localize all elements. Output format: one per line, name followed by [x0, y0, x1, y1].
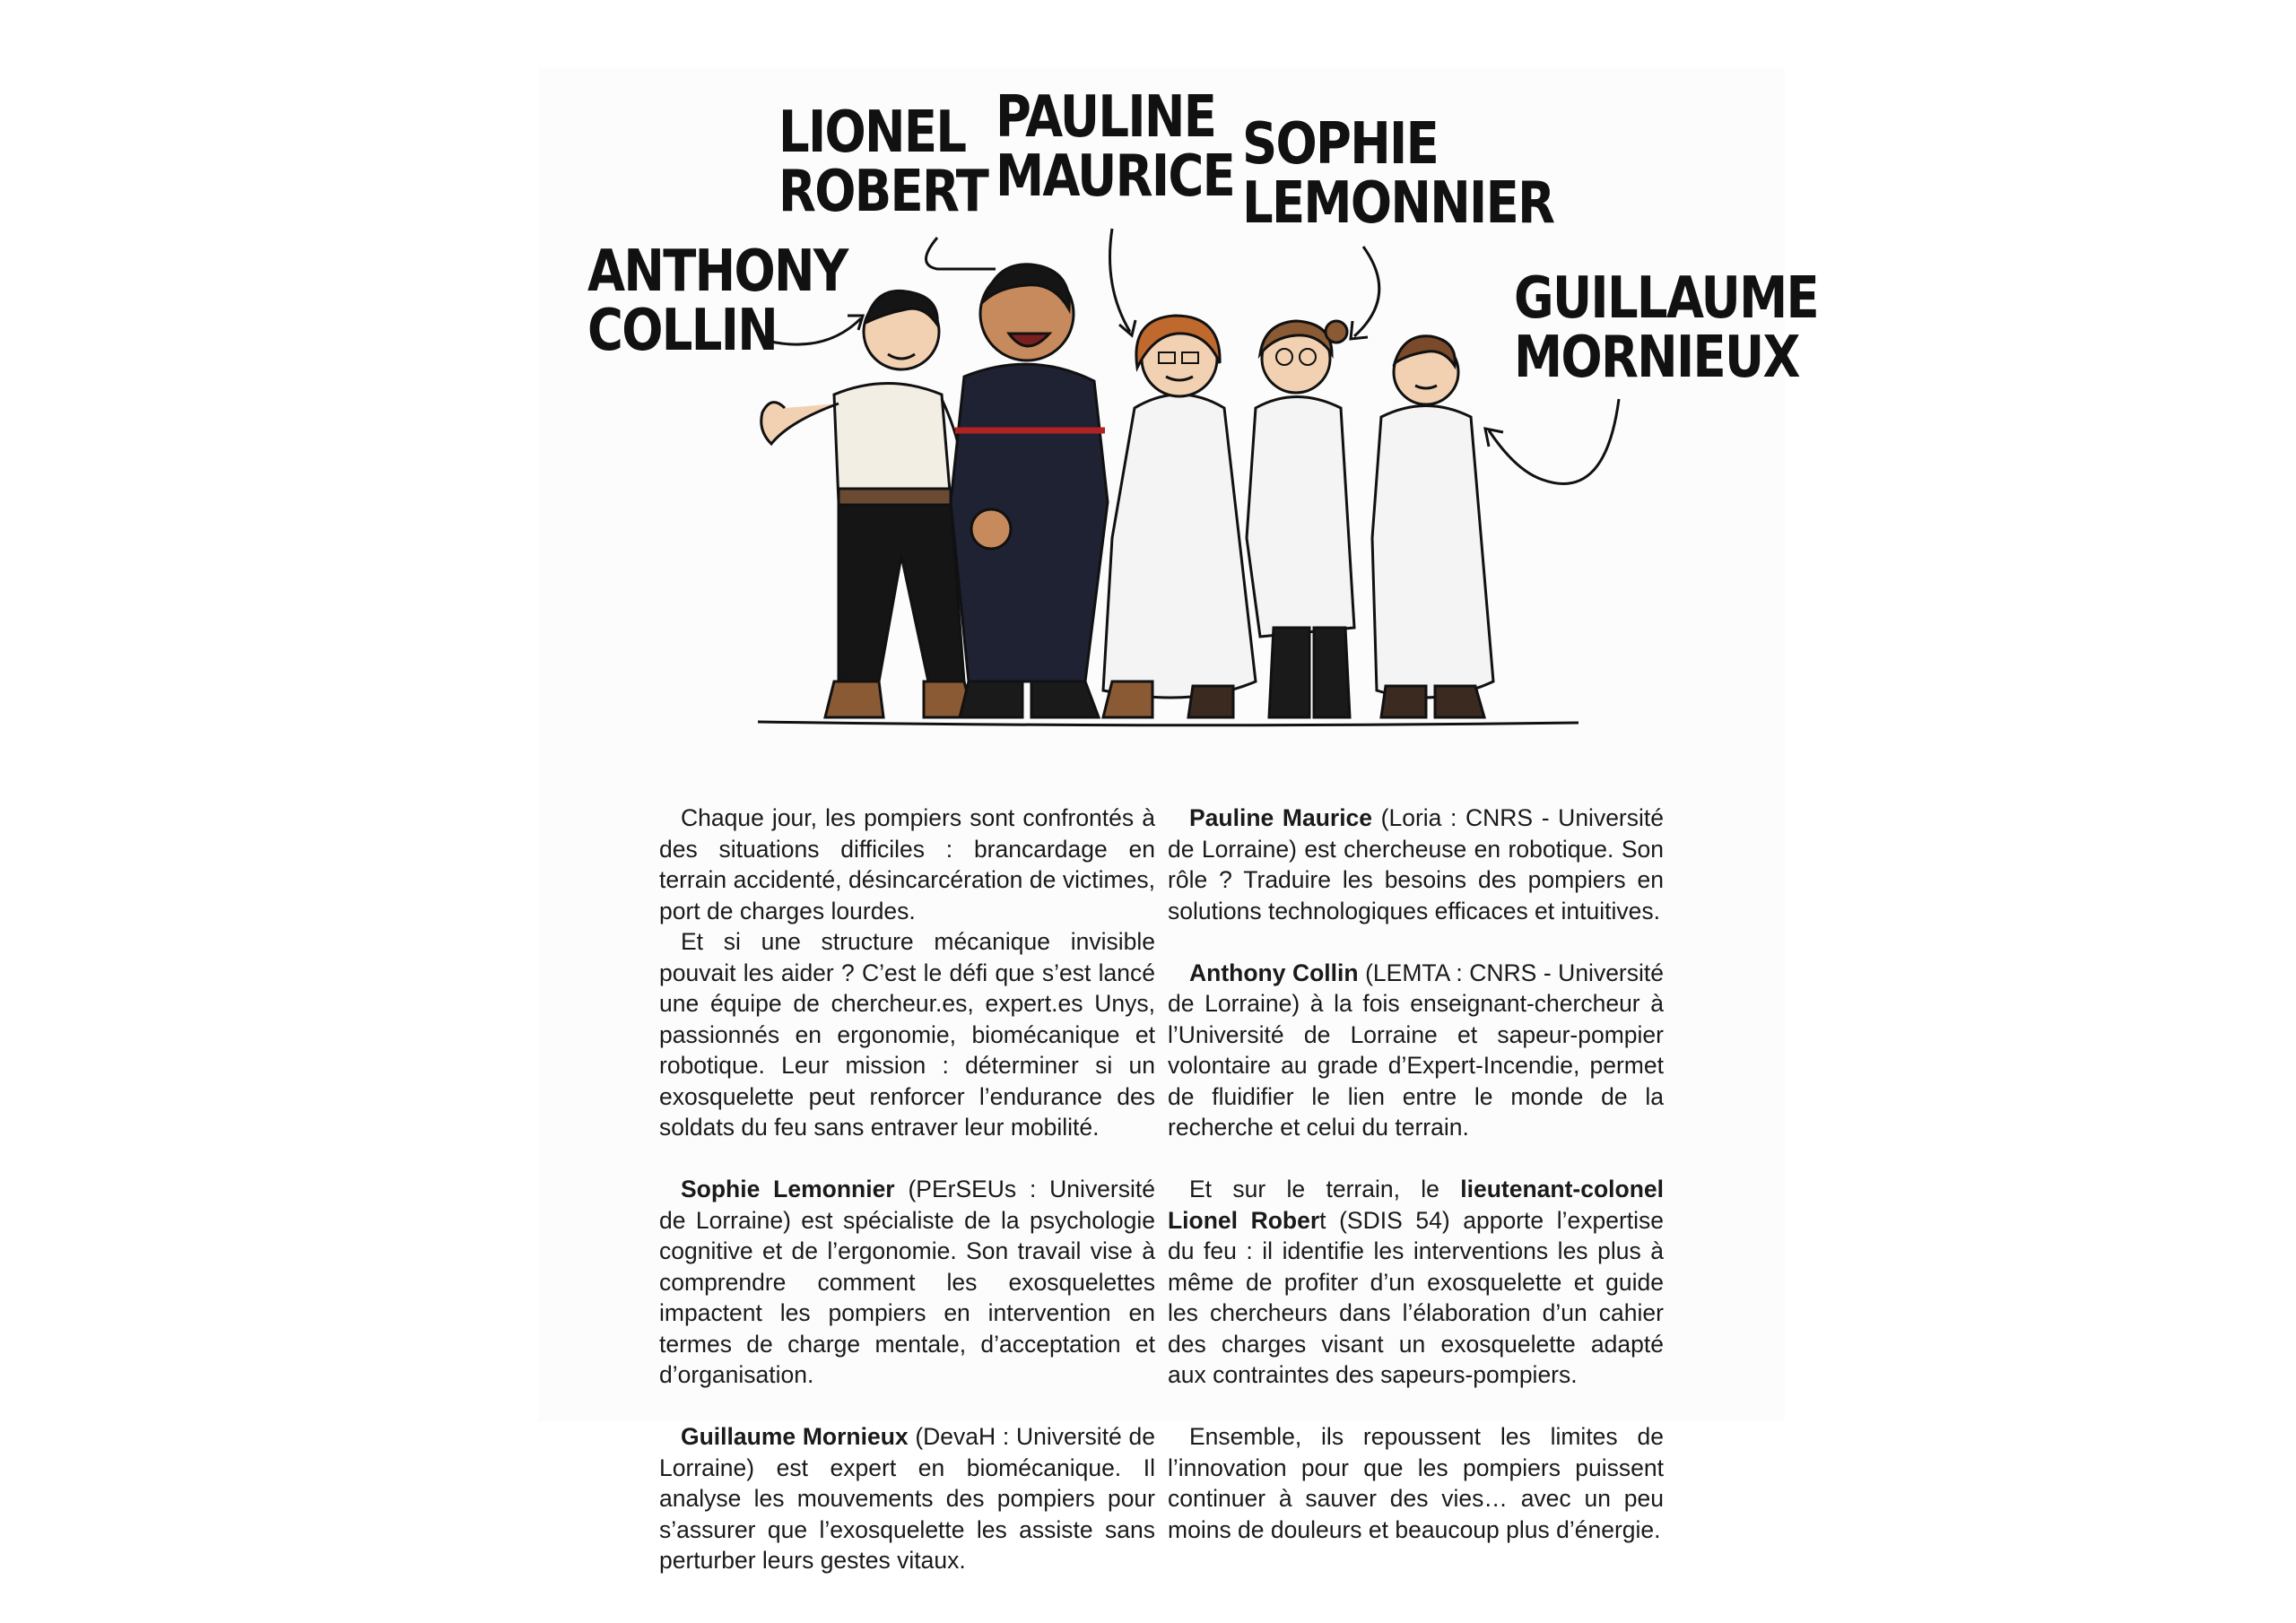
mission-paragraph: Et si une structure mécanique invisible pouvait les aider ? C’est le défi que s’est lancé une équipe de chercheur.es, expert.es Unys, passionnés en ergonomie, biomécanique et robotique. Leur mission : déterminer si un exosquelette peut renforcer l’endurance des soldats du feu sans entraver leur mobilité. [659, 928, 1155, 1141]
team-illustration [0, 0, 2296, 780]
person-lionel [951, 265, 1108, 717]
sophie-name: Sophie Lemonnier [681, 1176, 895, 1202]
label-guillaume-mornieux: GUILLAUME MORNIEUX [1514, 265, 1818, 391]
anthony-name: Anthony Collin [1189, 959, 1359, 986]
intro-paragraph: Chaque jour, les pompiers sont confrontés à des situations difficiles : brancardage en terrain accidenté, désincarcération de victimes, port de charges lourdes. [659, 804, 1155, 924]
label-lionel-robert: LIONEL ROBERT [778, 100, 988, 225]
guillaume-name: Guillaume Mornieux [681, 1423, 909, 1450]
arrow-pauline [1110, 229, 1136, 335]
lionel-paragraph: Et sur le terrain, le lieutenant-colonel Lionel Robert (SDIS 54) apporte l’expertise du feu : il identifie les interventions les plus à même de profiter d’un exosquelette et guide les chercheurs dans l’élaboration d’un cahier des charges visant un exosquelette adapté aux contraintes des sapeurs-pompiers. [1168, 1176, 1665, 1388]
arrow-lionel [926, 238, 996, 269]
arrow-guillaume [1485, 399, 1619, 483]
conclusion-paragraph: Ensemble, ils repoussent les limites de l’innovation pour que les pompiers puissent continuer à sauver des vies… avec un peu moins de douleurs et beaucoup plus d’énergie. [1168, 1423, 1664, 1543]
arrow-sophie [1351, 247, 1379, 339]
label-pauline-maurice: PAULINE MAURICE [996, 84, 1235, 210]
label-sophie-lemonnier: SOPHIE LEMONNIER [1242, 111, 1554, 237]
article-body [659, 803, 1664, 1576]
sophie-paragraph: Sophie Lemonnier (PErSEUs : Université de Lorraine) est spécialiste de la psychologie cognitive et de l’ergonomie. Son travail vise à comprendre comment les exosquelettes impactent les pompiers en intervention en termes de charge mentale, d’acceptation et d’organisation. [659, 1176, 1155, 1388]
lionel-name: lieutenant-colonel Lionel Rober [1168, 1176, 1664, 1234]
label-anthony-collin: ANTHONY COLLIN [587, 239, 848, 364]
person-pauline [1103, 316, 1256, 717]
guillaume-paragraph: Guillaume Mornieux (DevaH : Université de Lorraine) est expert en biomécanique. Il analyse les mouvements des pompiers pour s’assurer que l’exosquelette les assiste sans perturber leurs gestes vitaux. [659, 1423, 1155, 1574]
pauline-name: Pauline Maurice [1189, 804, 1373, 831]
person-guillaume [1372, 336, 1493, 717]
anthony-paragraph: Anthony Collin (LEMTA : CNRS - Université de Lorraine) à la fois enseignant-chercheur à l’Université de Lorraine et sapeur-pompier volontaire au grade d’Expert-Incendie, permet de fluidifier le lien entre le monde de la recherche et celui du terrain. [1168, 959, 1664, 1141]
left-column [659, 803, 1155, 1576]
person-sophie [1247, 321, 1354, 717]
right-column [1168, 803, 1664, 1576]
pauline-paragraph: Pauline Maurice (Loria : CNRS - Université de Lorraine) est chercheuse en robotique. Son rôle ? Traduire les besoins des pompiers en solutions technologiques efficaces et intuitives. [1168, 804, 1664, 924]
